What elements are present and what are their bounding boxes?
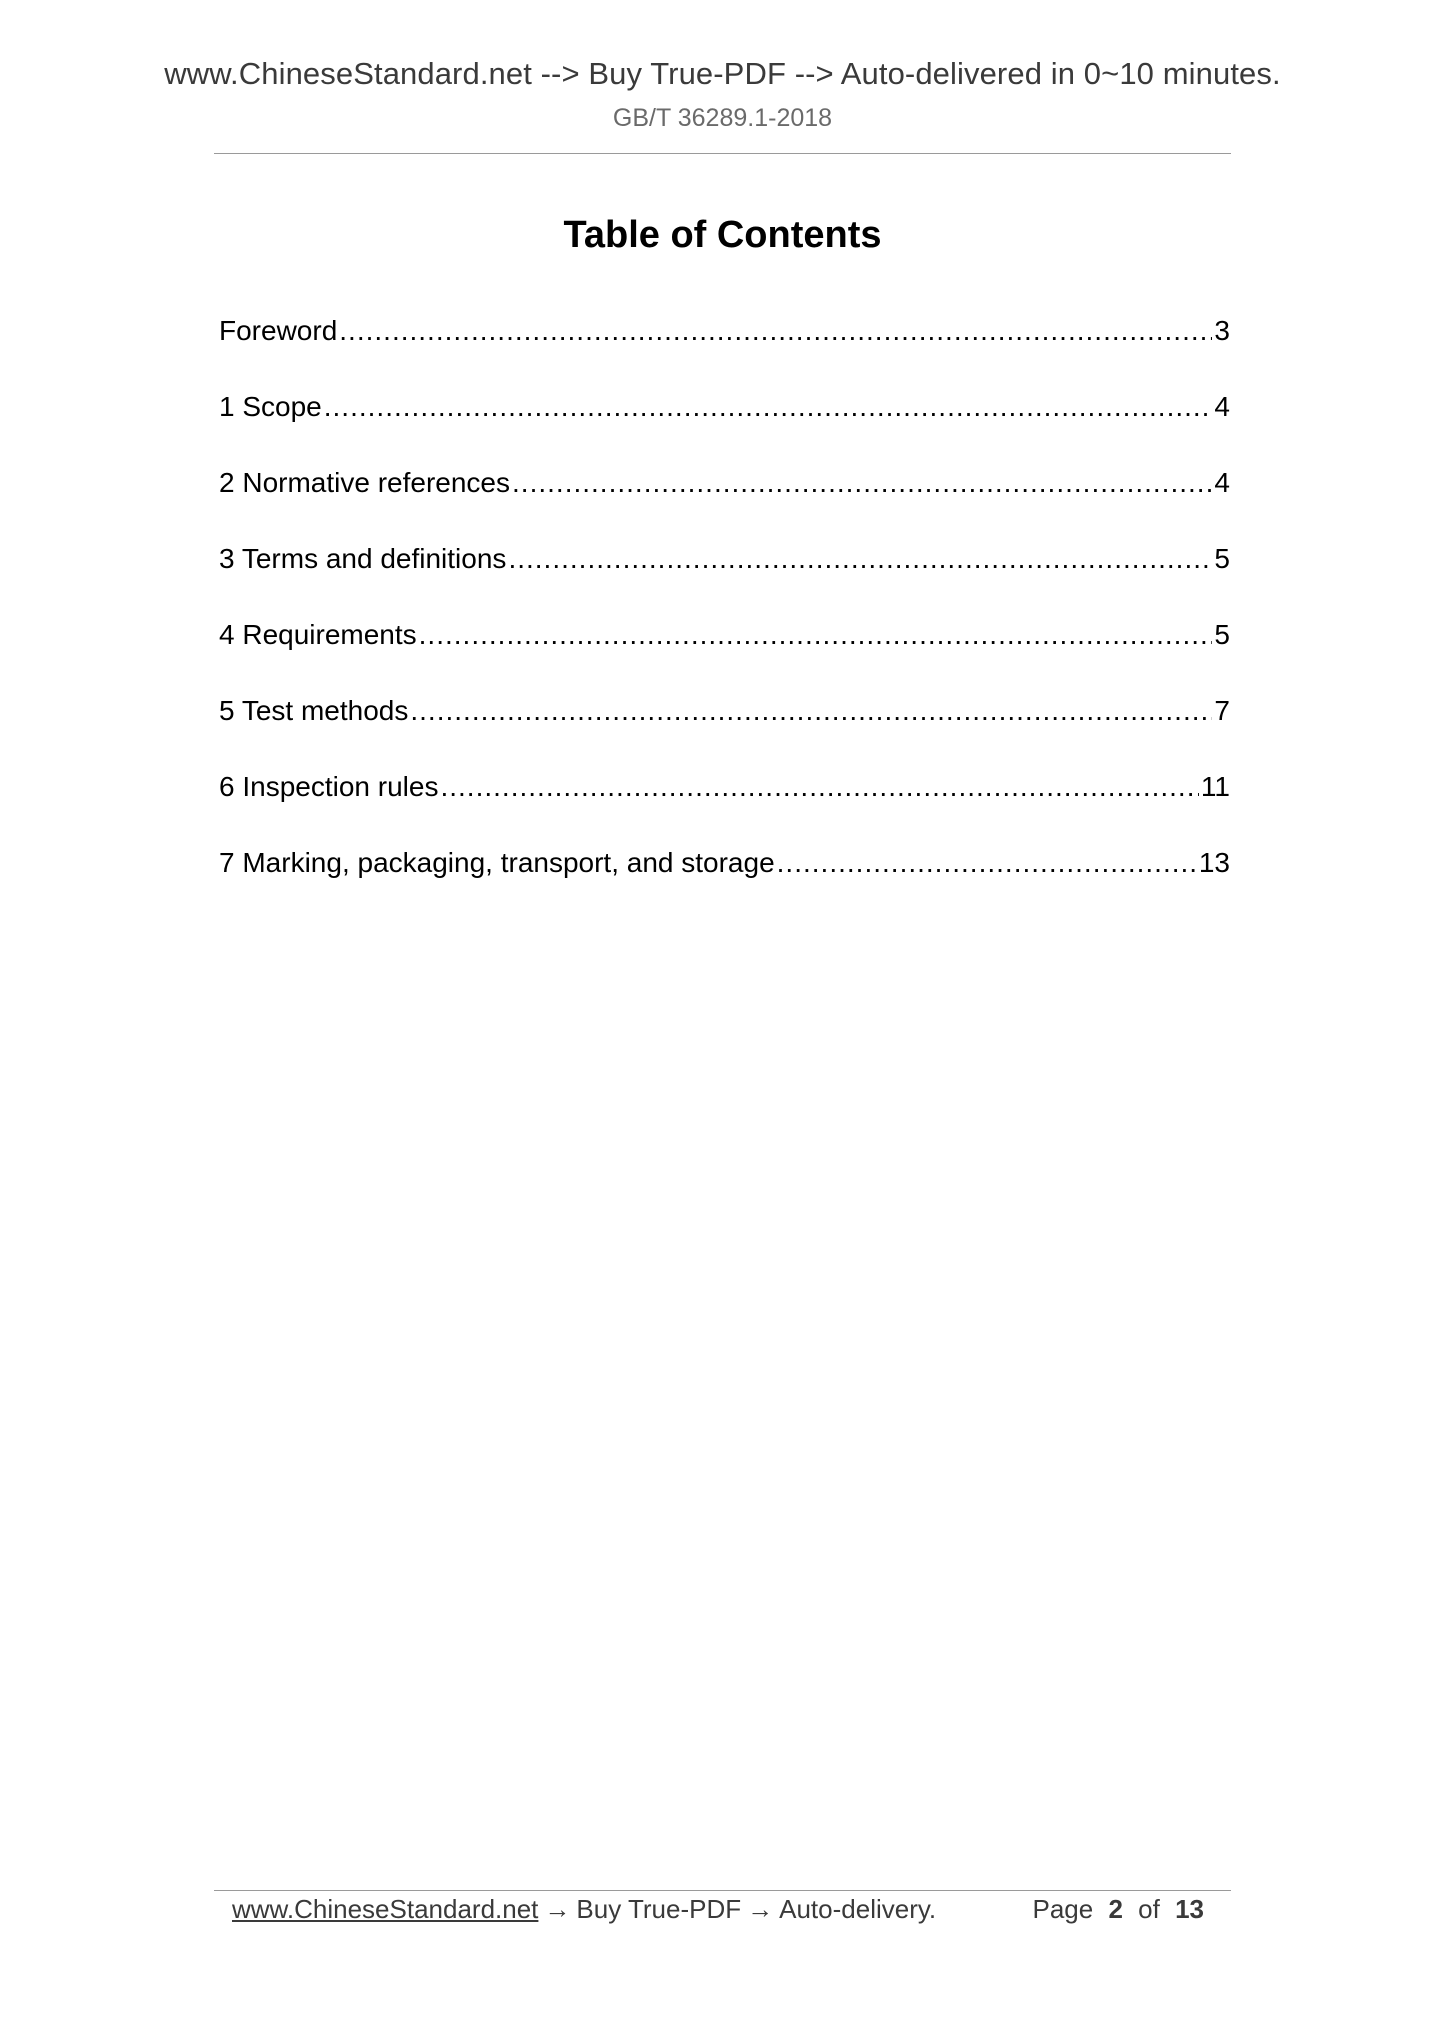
toc-leader-dots: [419, 617, 1213, 653]
header-site-banner: www.ChineseStandard.net --> Buy True-PDF --> Auto-delivered in 0~10 minutes.: [164, 56, 1281, 91]
page-word: Page: [1032, 1894, 1094, 1924]
toc-entry[interactable]: [219, 693, 1230, 769]
toc-entry-label: 7 Marking, packaging, transport, and storage: [219, 847, 775, 878]
toc-list: [219, 313, 1230, 921]
page-total: 13: [1175, 1894, 1204, 1924]
toc-entry[interactable]: [219, 541, 1230, 617]
toc-entry-page: 3: [1214, 315, 1230, 346]
toc-entry-page: 7: [1214, 695, 1230, 726]
toc-entry[interactable]: [219, 389, 1230, 465]
page-current: 2: [1108, 1894, 1123, 1924]
toc-entry-page: 4: [1214, 467, 1230, 498]
toc-entry-page: 13: [1198, 847, 1230, 878]
toc-entry-label: 1 Scope: [219, 391, 322, 422]
toc-entry[interactable]: [219, 313, 1230, 389]
right-arrow-icon: →: [544, 1894, 571, 1924]
toc-leader-dots: [512, 465, 1212, 501]
right-arrow-icon: →: [747, 1894, 774, 1924]
toc-entry[interactable]: [219, 845, 1230, 921]
toc-entry-page: 11: [1200, 771, 1230, 802]
toc-leader-dots: [508, 541, 1212, 577]
footer-divider: [214, 1890, 1231, 1891]
toc-leader-dots: [410, 693, 1212, 729]
toc-entry-label: 3 Terms and definitions: [219, 543, 507, 574]
toc-entry-page: 5: [1214, 543, 1230, 574]
toc-entry-page: 4: [1214, 391, 1230, 422]
toc-entry[interactable]: [219, 769, 1230, 845]
toc-leader-dots: [339, 313, 1212, 349]
page-footer: [232, 1894, 1212, 1925]
page-number: [1032, 1894, 1212, 1925]
footer-delivery-text: Auto-delivery.: [779, 1894, 937, 1924]
toc-entry-label: 4 Requirements: [219, 619, 417, 650]
page-of: of: [1138, 1894, 1160, 1924]
footer-buy-text: Buy True-PDF: [576, 1894, 742, 1924]
header-divider: [214, 153, 1231, 154]
toc-entry-label: 2 Normative references: [219, 467, 511, 498]
toc-leader-dots: [777, 845, 1197, 881]
toc-entry-label: 6 Inspection rules: [219, 771, 439, 802]
toc-entry[interactable]: [219, 617, 1230, 693]
toc-leader-dots: [440, 769, 1198, 805]
toc-entry-page: 5: [1214, 619, 1230, 650]
header-standard-number: GB/T 36289.1-2018: [612, 104, 833, 132]
toc-entry-label: 5 Test methods: [219, 695, 409, 726]
toc-leader-dots: [324, 389, 1213, 425]
toc-entry-label: Foreword: [219, 315, 338, 346]
toc-entry[interactable]: [219, 465, 1230, 541]
page-title: Table of Contents: [563, 214, 882, 256]
footer-site-link[interactable]: www.ChineseStandard.net: [232, 1894, 539, 1924]
